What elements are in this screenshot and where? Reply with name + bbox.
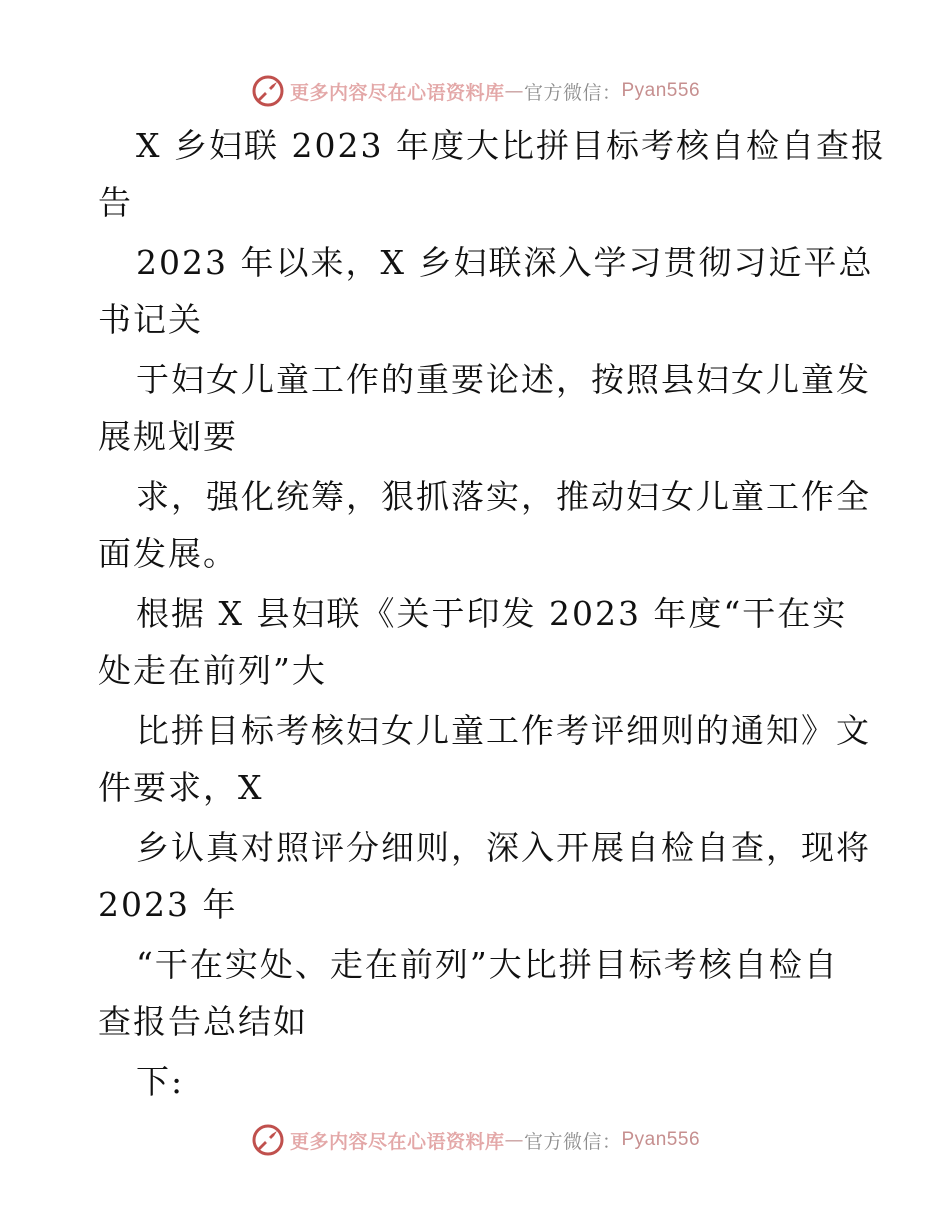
watermark-label: 官方微信：: [523, 81, 622, 104]
watermark-site-text: 更多内容尽在心语资料库: [289, 1130, 505, 1153]
paragraph-line: 于妇女儿童工作的重要论述，按照县妇女儿童发: [136, 360, 871, 399]
paragraph-line: 根据 X 县妇联《关于印发 2023 年度“干在实: [136, 594, 848, 633]
header-watermark: [0, 71, 950, 111]
document-title-line-2: 告: [98, 183, 133, 222]
pen-logo-icon: [250, 1122, 286, 1158]
footer-watermark: [0, 1120, 950, 1160]
watermark-site-text: 更多内容尽在心语资料库: [289, 81, 505, 104]
watermark-handle: Pyan556: [621, 80, 701, 101]
pen-logo-icon: [250, 73, 286, 109]
paragraph-line: 下:: [136, 1062, 185, 1101]
document-title-line-1: X 乡妇联 2023 年度大比拼目标考核自检自查报: [136, 126, 886, 165]
paragraph-line: 2023 年: [98, 885, 238, 924]
paragraph-line: 2023 年以来，X 乡妇联深入学习贯彻习近平总: [136, 243, 874, 282]
paragraph-line: 书记关: [98, 300, 203, 339]
paragraph-line: 面发展。: [98, 534, 238, 573]
paragraph-line: 件要求，X: [98, 768, 264, 807]
watermark-separator: —: [504, 80, 524, 102]
watermark-separator: —: [504, 1129, 524, 1151]
paragraph-line: 展规划要: [98, 417, 238, 456]
paragraph-line: 比拼目标考核妇女儿童工作考评细则的通知》文: [136, 711, 871, 750]
watermark-label: 官方微信：: [523, 1130, 622, 1153]
paragraph-line: 求，强化统筹，狠抓落实，推动妇女儿童工作全: [136, 477, 871, 516]
paragraph-line: “干在实处、走在前列”大比拼目标考核自检自: [136, 945, 839, 984]
paragraph-line: 处走在前列”大: [98, 651, 327, 690]
paragraph-line: 乡认真对照评分细则，深入开展自检自查，现将: [136, 828, 871, 867]
watermark-handle: Pyan556: [621, 1129, 701, 1150]
paragraph-line: 查报告总结如: [98, 1002, 308, 1041]
